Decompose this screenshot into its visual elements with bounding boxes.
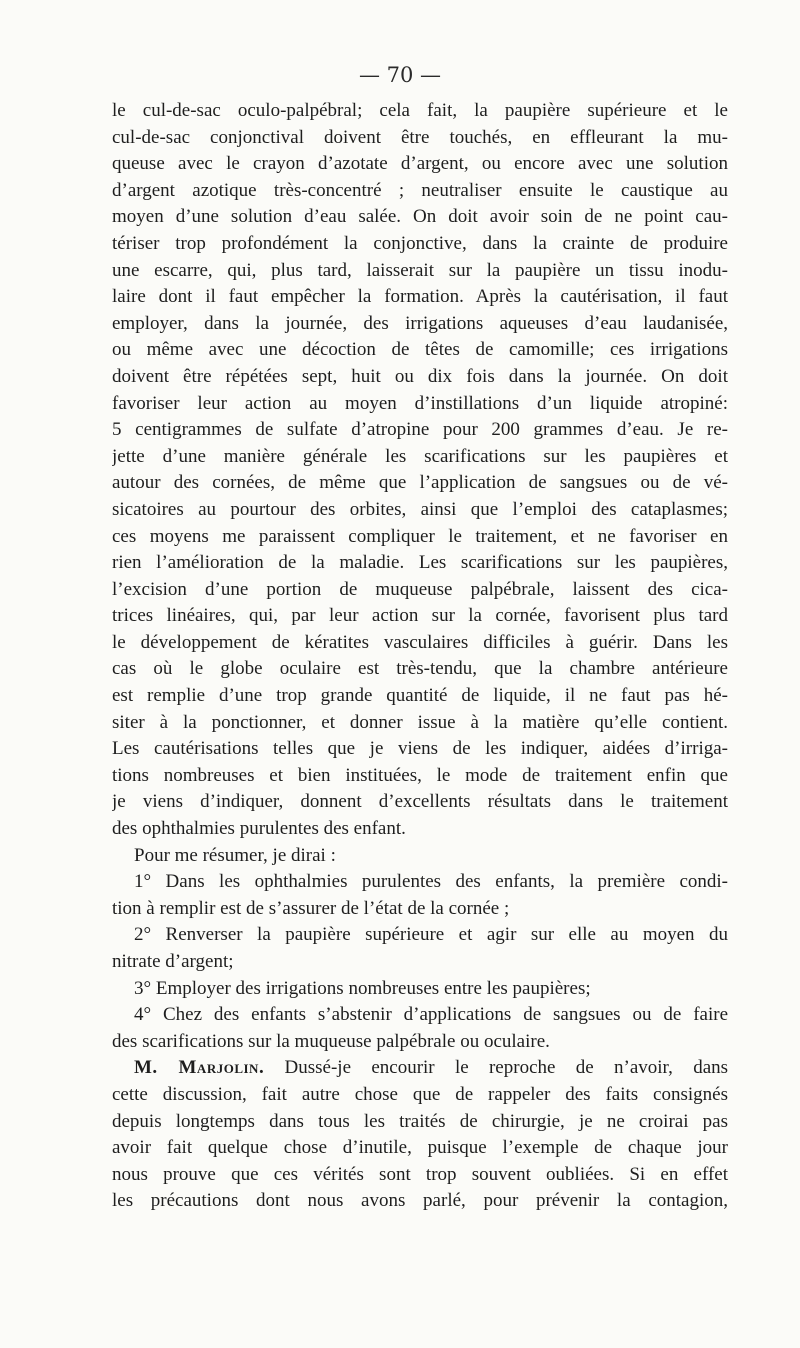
list-item: 2° Renverser la paupière supérieure et agir sur elle au moyen du [134,924,728,946]
text-line: nous prouve que ces vérités sont trop souvent oubliées. Si en effet [112,1163,728,1185]
text-line: siter à la ponctionner, et donner issue à la matière qu’elle contient. [112,711,728,733]
text-line: une escarre, qui, plus tard, laisserait sur la paupière un tissu inodu- [112,259,728,281]
speaker-text: Dussé-je encourir le reproche de n’avoir, dans [284,1057,728,1079]
text-line: l’excision d’une portion de muqueuse palpébrale, laissent des cica- [112,578,728,600]
text-line: cette discussion, fait autre chose que de rappeler des faits consignés [112,1083,728,1105]
text-line: rien l’amélioration de la maladie. Les scarifications sur les paupières, [112,552,728,574]
text-line: ou même avec une décoction de têtes de camomille; ces irrigations [112,339,728,361]
page-number: — 70 — [358,63,442,87]
text-line: ces moyens me paraissent compliquer le traitement, et ne favoriser en [112,525,728,547]
text-line: d’argent azotique très-concentré ; neutraliser ensuite le caustique au [112,179,728,201]
text-line: Les cautérisations telles que je viens de les indiquer, aidées d’irriga- [112,738,728,760]
text-line: avoir fait quelque chose d’inutile, puisque l’exemple de chaque jour [112,1137,728,1159]
text-line: tériser trop profondément la conjonctive, dans la crainte de produire [112,232,728,254]
text-line: employer, dans la journée, des irrigations aqueuses d’eau laudanisée, [112,312,728,334]
text-line: Pour me résumer, je dirai : [134,844,336,866]
text-line: favoriser leur action au moyen d’instillations d’un liquide atropiné: [112,392,728,414]
text-line: nitrate d’argent; [112,951,234,972]
text-line: queuse avec le crayon d’azotate d’argent, ou encore avec une solution [112,153,728,175]
text-line: je viens d’indiquer, donnent d’excellents résultats dans le traitement [112,791,728,813]
text-line: 5 centigrammes de sulfate d’atropine pour 200 grammes d’eau. Je re- [112,419,728,441]
text-line: autour des cornées, de même que l’application de sangsues ou de vé- [112,472,728,494]
text-line: le cul-de-sac oculo-palpébral; cela fait, la paupière supérieure et le [112,100,728,121]
text-line: cas où le globe oculaire est très-tendu, que la chambre antérieure [112,658,728,680]
list-item: 1° Dans les ophthalmies purulentes des enfants, la première condi- [134,871,728,893]
text-line: doivent être répétées sept, huit ou dix fois dans la journée. On doit [112,365,728,387]
text-line: le développement de kératites vasculaires difficiles à guérir. Dans les [112,631,728,653]
text-line: est remplie d’une trop grande quantité de liquide, il ne faut pas hé- [112,685,728,707]
list-item: 3° Employer des irrigations nombreuses entre les paupières; [134,977,591,999]
text-line: des scarifications sur la muqueuse palpébrale ou oculaire. [112,1030,550,1052]
text-line: des ophthalmies purulentes des enfant. [112,818,406,840]
speaker-name: M. Marjolin. [134,1057,265,1079]
speaker-line [112,1055,728,1082]
text-line: tions nombreuses et bien instituées, le mode de traitement enfin que [112,764,728,786]
text-line: les précautions dont nous avons parlé, pour prévenir la contagion, [112,1190,728,1212]
text-line: moyen d’une solution d’eau salée. On doit avoir soin de ne point cau- [112,206,728,228]
list-item: 4° Chez des enfants s’abstenir d’applications de sangsues ou de faire [134,1004,728,1026]
page-body [112,98,728,1215]
text-line: jette d’une manière générale les scarifications sur les paupières et [112,445,728,467]
text-line: sicatoires au pourtour des orbites, ainsi que l’emploi des cataplasmes; [112,498,728,520]
text-line: depuis longtemps dans tous les traités de chirurgie, je ne croirai pas [112,1110,728,1132]
text-line: laire dont il faut empêcher la formation. Après la cautérisation, il faut [112,286,728,308]
text-line: tion à remplir est de s’assurer de l’état de la cornée ; [112,897,510,919]
text-line: cul-de-sac conjonctival doivent être touchés, en effleurant la mu- [112,126,728,148]
text-line: trices linéaires, qui, par leur action sur la cornée, favorisent plus tard [112,605,728,627]
